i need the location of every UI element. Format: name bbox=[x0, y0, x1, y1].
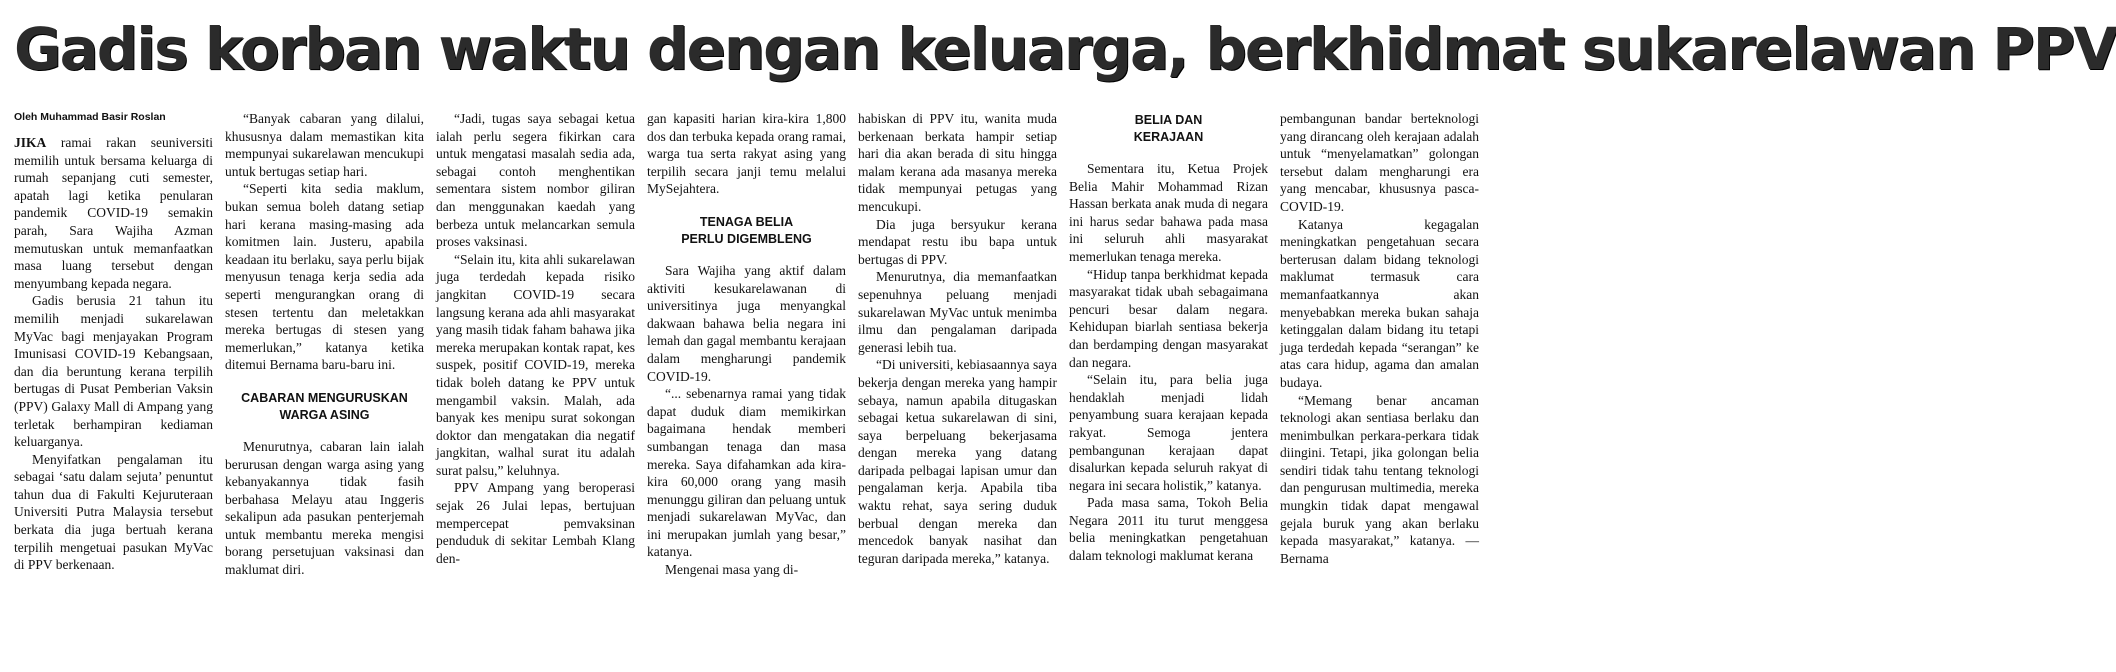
paragraph: Menurutnya, dia memanfaatkan sepenuhnya peluang menjadi sukarelawan MyVac untuk menimba ilmu dan pengalaman daripada generasi lebih tua. bbox=[858, 269, 1057, 355]
paragraph: PPV Ampang yang beroperasi sejak 26 Julai lepas, bertujuan mempercepat pemvaksinan penduduk di sekitar Lembah Klang den- bbox=[436, 480, 635, 566]
byline: Oleh Muhammad Basir Roslan bbox=[14, 111, 166, 123]
headline: Gadis korban waktu dengan keluarga, berkhidmat sukarelawan PPV bbox=[14, 15, 2116, 83]
article-column-4 bbox=[647, 110, 846, 670]
subheading-line: KERAJAAN bbox=[1133, 130, 1204, 144]
paragraph: “Selain itu, kita ahli sukarelawan juga terdedah kepada risiko jangkitan COVID-19 secara langsung kerana ada ahli masyarakat yang masih tidak faham bahawa jika mereka merupakan kontak rapat, kes suspek, positif COVID-19, mereka tidak boleh datang ke PPV untuk mengambil vaksin. Malah, ada banyak kes menipu surat sokongan doktor dan mengatakan dia negatif jangkitan, walhal surat itu adalah surat palsu,” keluhnya. bbox=[436, 251, 635, 478]
subheading-line: PERLU DIGEMBLENG bbox=[681, 231, 812, 246]
paragraph: “Banyak cabaran yang dilalui, khususnya dalam memastikan kita mempunyai sukarelawan mencukupi untuk bertugas setiap hari. bbox=[225, 111, 424, 179]
paragraph: Sara Wajiha yang aktif dalam aktiviti kesukarelawanan di universitinya juga menyangkal dakwaan bahawa belia negara ini lemah dan gagal membantu kerajaan dalam mengharungi pandemik COVID-19. bbox=[647, 262, 846, 384]
paragraph: Sementara itu, Ketua Projek Belia Mahir Mohammad Rizan Hassan berkata anak muda di negara ini harus sedar bahawa pada masa ini seluruh ahli masyarakat memerlukan tenaga mereka. bbox=[1069, 161, 1268, 264]
paragraph: “Jadi, tugas saya sebagai ketua ialah perlu segera fikirkan cara untuk mengatasi masalah sedia ada, sebagai contoh menghentikan sementara sistem nombor giliran dan menggunakan kaedah yang berbeza untuk melancarkan semula proses vaksinasi. bbox=[436, 111, 635, 250]
subheading-line: WARGA ASING bbox=[279, 407, 370, 422]
paragraph: “... sebenarnya ramai yang tidak dapat duduk diam memikirkan bagaimana hendak memberi sumbangan tenaga dan masa mereka. Saya difahamkan ada kira-kira 60,000 orang yang masih menunggu giliran dan peluang untuk menjadi sukarelawan MyVac, dan ini merupakan jumlah yang besar,” katanya. bbox=[647, 386, 846, 560]
subheading-line: CABARAN MENGURUSKAN bbox=[241, 390, 408, 405]
paragraph: Pada masa sama, Tokoh Belia Negara 2011 itu turut menggesa belia meningkatkan pengetahuan dalam teknologi maklumat kerana bbox=[1069, 495, 1268, 564]
paragraph: “Selain itu, para belia juga hendaklah menjadi lidah penyambung suara kerajaan kepada rakyat. Semoga jentera pembangunan kerajaan dapat disalurkan kepada seluruh rakyat di negara ini secara holistik,” katanya. bbox=[1069, 372, 1268, 493]
paragraph: “Hidup tanpa berkhidmat kepada masyarakat tidak ubah sebagaimana pencuri besar dalam negara. Kehidupan biarlah sentiasa bekerja dan berdamping dengan masyarakat dan negara. bbox=[1069, 266, 1268, 370]
subheading-belia-kerajaan bbox=[1069, 112, 1268, 146]
subheading-line: BELIA DAN bbox=[1134, 113, 1203, 127]
paragraph: pembangunan bandar berteknologi yang dirancang oleh kerajaan adalah untuk “menyelamatkan” golongan tersebut dalam mengharungi era yang mencabar, khususnya pasca-COVID-19. bbox=[1280, 111, 1479, 214]
article-column-2 bbox=[225, 110, 424, 670]
article-column-1 bbox=[14, 110, 213, 670]
paragraph: Katanya kegagalan meningkatkan pengetahuan secara berterusan dalam bidang teknologi maklumat termasuk cara memanfaatkannya akan menyebabkan mereka bukan sahaja ketinggalan dalam bidang itu tetapi juga terdedah kepada “serangan” ke atas cara hidup, agama dan amalan budaya. bbox=[1280, 216, 1479, 390]
subheading-cabaran bbox=[225, 390, 424, 424]
article-column-5 bbox=[858, 110, 1057, 670]
subheading-line: TENAGA BELIA bbox=[699, 214, 794, 229]
article-column-3 bbox=[436, 110, 635, 670]
paragraph: Gadis berusia 21 tahun itu memilih menjadi sukarelawan MyVac bagi menjayakan Program Imunisasi COVID-19 Kebangsaan, dan dia beruntung kerana terpilih bertugas di Pusat Pemberian Vaksin (PPV) Galaxy Mall di Ampang yang terletak berhampiran kediaman keluarganya. bbox=[14, 293, 213, 450]
paragraph: “Seperti kita sedia maklum, bukan semua boleh datang setiap hari kerana masing-masing ada komitmen lain. Justeru, apabila keadaan itu berlaku, saya perlu bijak menyusun tenaga kerja sedia ada seperti mengurangkan orang di stesen tertentu dan meletakkan mereka bertugas di stesen yang memerlukan,” katanya ketika ditemui Bernama baru-baru ini. bbox=[225, 181, 424, 373]
paragraph: Menurutnya, cabaran lain ialah berurusan dengan warga asing yang kebanyakannya tidak fasih berbahasa Melayu atau Inggeris sekalipun ada pasukan penterjemah untuk membantu mereka mengisi borang persetujuan vaksinasi dan maklumat diri. bbox=[225, 438, 424, 578]
subheading-tenaga-belia bbox=[647, 214, 846, 248]
article-column-6 bbox=[1069, 110, 1268, 670]
paragraph: Dia juga bersyukur kerana mendapat restu ibu bapa untuk bertugas di PPV. bbox=[858, 216, 1057, 267]
article-column-7 bbox=[1280, 110, 1479, 670]
paragraph: Mengenai masa yang di- bbox=[665, 562, 799, 578]
paragraph: gan kapasiti harian kira-kira 1,800 dos dan terbuka kepada orang ramai, warga tua serta rakyat asing yang terpilih secara janji temu melalui MySejahtera. bbox=[647, 111, 846, 197]
lead-word: JIKA bbox=[14, 135, 47, 150]
lead-text: ramai rakan seuniversiti memilih untuk bersama keluarga di rumah sepanjang cuti semester, apatah lagi ketika penularan pandemik COVID-19 semakin parah, Sara Wajiha Azman memutuskan untuk memanfaatkan masa luang tersebut dengan menyumbang kepada negara. bbox=[14, 135, 213, 291]
paragraph: habiskan di PPV itu, wanita muda berkenaan berkata hampir setiap hari dia akan berada di situ hingga malam kerana ada masanya mereka tidak mempunyai petugas yang mencukupi. bbox=[858, 111, 1057, 214]
paragraph: “Di universiti, kebiasaannya saya bekerja dengan mereka yang hampir sebaya, namun apabila ditugaskan sebagai ketua sukarelawan di sini, saya berpeluang bekerjasama dengan mereka yang datang daripada pelbagai lapisan umur dan pengalaman kerja. Apabila tiba waktu rehat, saya sering duduk berbual dengan mereka dan mencedok banyak nasihat dan teguran daripada mereka,” katanya. bbox=[858, 357, 1057, 566]
paragraph: Menyifatkan pengalaman itu sebagai ‘satu dalam sejuta’ penuntut tahun dua di Fakulti Kejuruteraan Universiti Putra Malaysia tersebut berkata dia juga bertuah kerana terpilih mengetuai pasukan MyVac di PPV berkenaan. bbox=[14, 451, 213, 573]
lead-paragraph bbox=[14, 134, 213, 292]
paragraph: “Memang benar ancaman teknologi akan sentiasa berlaku dan menimbulkan perkara-perkara tidak diingini. Tetapi, jika golongan belia sendiri tidak tahu tentang teknologi dan pengurusan multimedia, mereka mungkin tidak dapat mengawal gejala buruk yang akan berlaku kepada masyarakat,” katanya. — Bernama bbox=[1280, 392, 1479, 566]
